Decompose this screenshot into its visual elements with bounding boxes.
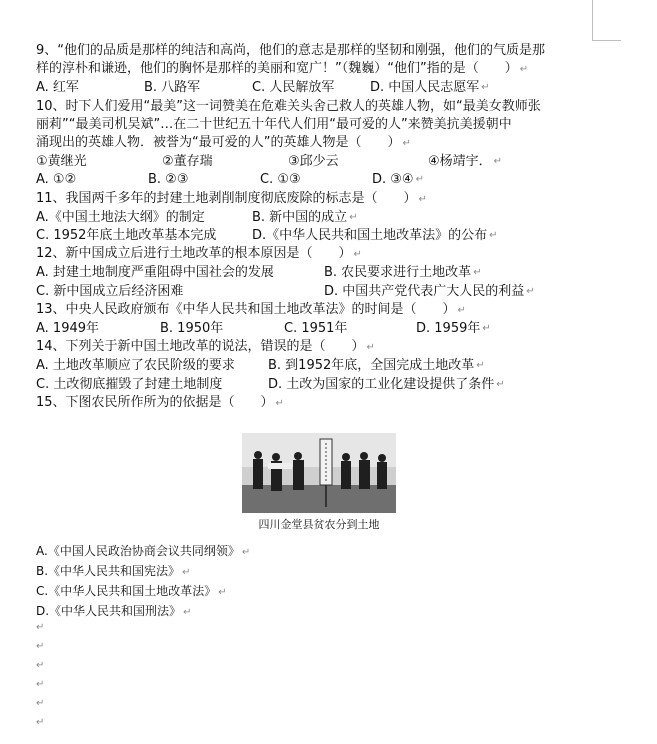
q12-option-d: D. 中国共产党代表广大人民的利益 [324, 283, 525, 299]
q12-option-b: B. 农民要求进行土地改革 [324, 265, 472, 281]
q10-option-b: B. ②③ [148, 172, 189, 188]
q11-option-d: D.《中华人民共和国土地改革法》的公布 [252, 228, 488, 244]
empty-paragraph: ↵ [36, 641, 45, 653]
q15-option-b: B.《中华人民共和国宪法》 ↵ [36, 564, 191, 579]
q10-option-a: A. ①② [36, 172, 77, 188]
photo-caption: 四川金堂县贫农分到土地 [258, 518, 380, 532]
q9-option-c: C. 人民解放军 [252, 80, 335, 96]
q14-options-row2: C. 土改彻底摧毁了封建土地制度 D. 土改为国家的工业化建设提供了条件 ↵ [36, 376, 616, 394]
empty-paragraph: ↵ [36, 717, 45, 729]
q9-stem-line1: 9、“他们的品质是那样的纯洁和高尚，他们的意志是那样的坚韧和刚强，他们的气质是那 [36, 43, 546, 58]
q9-option-b: B. 八路军 [144, 80, 201, 96]
page-corner-mark [592, 0, 621, 41]
q14-option-c: C. 土改彻底摧毁了封建土地制度 [36, 376, 223, 392]
empty-paragraph: ↵ [36, 698, 45, 710]
farmers-land-photo [242, 433, 396, 513]
photo-illustration [242, 433, 396, 513]
q9-stem-line2: 样的淳朴和谦逊，他们的胸怀是那样的美丽和宽广！”（魏巍）“他们”指的是（ ） ↵ [36, 61, 529, 77]
q10-person-3: ③邱少云 [288, 154, 339, 170]
q14-options-row1: A. 土地改革顺应了农民阶级的要求 B. 到1952年底，全国完成土地改革 ↵ [36, 357, 616, 375]
q12-stem: 12、新中国成立后进行土地改革的根本原因是（ ） ↵ [36, 246, 362, 262]
q15-option-d: D.《中华人民共和国刑法》 ↵ [36, 604, 192, 619]
q13-options: A. 1949年 B. 1950年 C. 1951年 D. 1959年 ↵ [36, 320, 616, 338]
q10-person-1: ①黄继光 [36, 154, 87, 170]
q11-option-b: B. 新中国的成立 [252, 209, 348, 225]
q12-options-row2: C. 新中国成立后经济困难 D. 中国共产党代表广大人民的利益 ↵ [36, 283, 616, 301]
q15-figure [242, 433, 396, 532]
q14-stem: 14、下列关于新中国土地改革的说法，错误的是（ ） ↵ [36, 339, 375, 355]
q14-option-b: B. 到1952年底，全国完成土地改革 [268, 358, 475, 374]
q12-option-c: C. 新中国成立后经济困难 [36, 283, 184, 299]
q12-options-row1: A. 封建土地制度严重阻碍中国社会的发展 B. 农民要求进行土地改革 ↵ [36, 264, 616, 282]
q11-option-a: A.《中国土地法大纲》的制定 [36, 209, 205, 225]
q13-option-d: D. 1959年 [416, 321, 481, 337]
q10-stem-line2: 丽莉”“最美司机吴斌”…在二十世纪五十年代人们用“最可爱的人”来赞美抗美援朝中 [36, 116, 512, 132]
q14-option-a: A. 土地改革顺应了农民阶级的要求 [36, 358, 235, 374]
q15-stem: 15、下图农民所作所为的依据是（ ） ↵ [36, 394, 284, 410]
q13-option-c: C. 1951年 [284, 321, 348, 337]
q10-people: ①黄继光 ②董存瑞 ③邱少云 ④杨靖宇． ↵ [36, 153, 616, 171]
q9-option-a: A. 红军 [36, 80, 79, 96]
q11-options-row1: A.《中国土地法大纲》的制定 B. 新中国的成立 ↵ [36, 209, 616, 227]
q13-stem: 13、中央人民政府颁布《中华人民共和国土地改革法》的时间是（ ） ↵ [36, 301, 466, 317]
empty-paragraph: ↵ [36, 660, 45, 672]
q13-option-a: A. 1949年 [36, 321, 100, 337]
document-body [36, 42, 616, 736]
q10-person-2: ②董存瑞 [162, 154, 213, 170]
q12-option-a: A. 封建土地制度严重阻碍中国社会的发展 [36, 265, 274, 281]
q11-option-c: C. 1952年底土地改革基本完成 [36, 228, 217, 244]
empty-paragraph: ↵ [36, 679, 45, 691]
empty-paragraph: ↵ [36, 622, 45, 634]
q10-options: A. ①② B. ②③ C. ①③ D. ③④ ↵ [36, 171, 616, 189]
q10-stem-line3: 涌现出的英雄人物．被誉为“最可爱的人”的英雄人物是（ ） ↵ [36, 135, 411, 151]
q9-options: A. 红军 B. 八路军 C. 人民解放军 D. 中国人民志愿军 ↵ [36, 79, 616, 97]
q9-option-d: D. 中国人民志愿军 [370, 80, 480, 96]
q10-option-c: C. ①③ [260, 172, 301, 188]
q10-option-d: D. ③④ [372, 172, 414, 188]
q11-options-row2: C. 1952年底土地改革基本完成 D.《中华人民共和国土地改革法》的公布 ↵ [36, 227, 616, 245]
q14-option-d: D. 土改为国家的工业化建设提供了条件 [268, 376, 495, 392]
q10-stem-line1: 10、时下人们爱用“最美”这一词赞美在危难关头舍己救人的英雄人物，如“最美女教师张 [36, 98, 541, 114]
q10-person-4: ④杨靖宇． [428, 154, 492, 170]
q13-option-b: B. 1950年 [160, 321, 224, 337]
q15-option-c: C.《中华人民共和国土地改革法》 ↵ [36, 584, 227, 599]
q11-stem: 11、我国两千多年的封建土地剥削制度彻底废除的标志是（ ） ↵ [36, 190, 427, 206]
q15-option-a: A.《中国人民政治协商会议共同纲领》 ↵ [36, 544, 251, 559]
